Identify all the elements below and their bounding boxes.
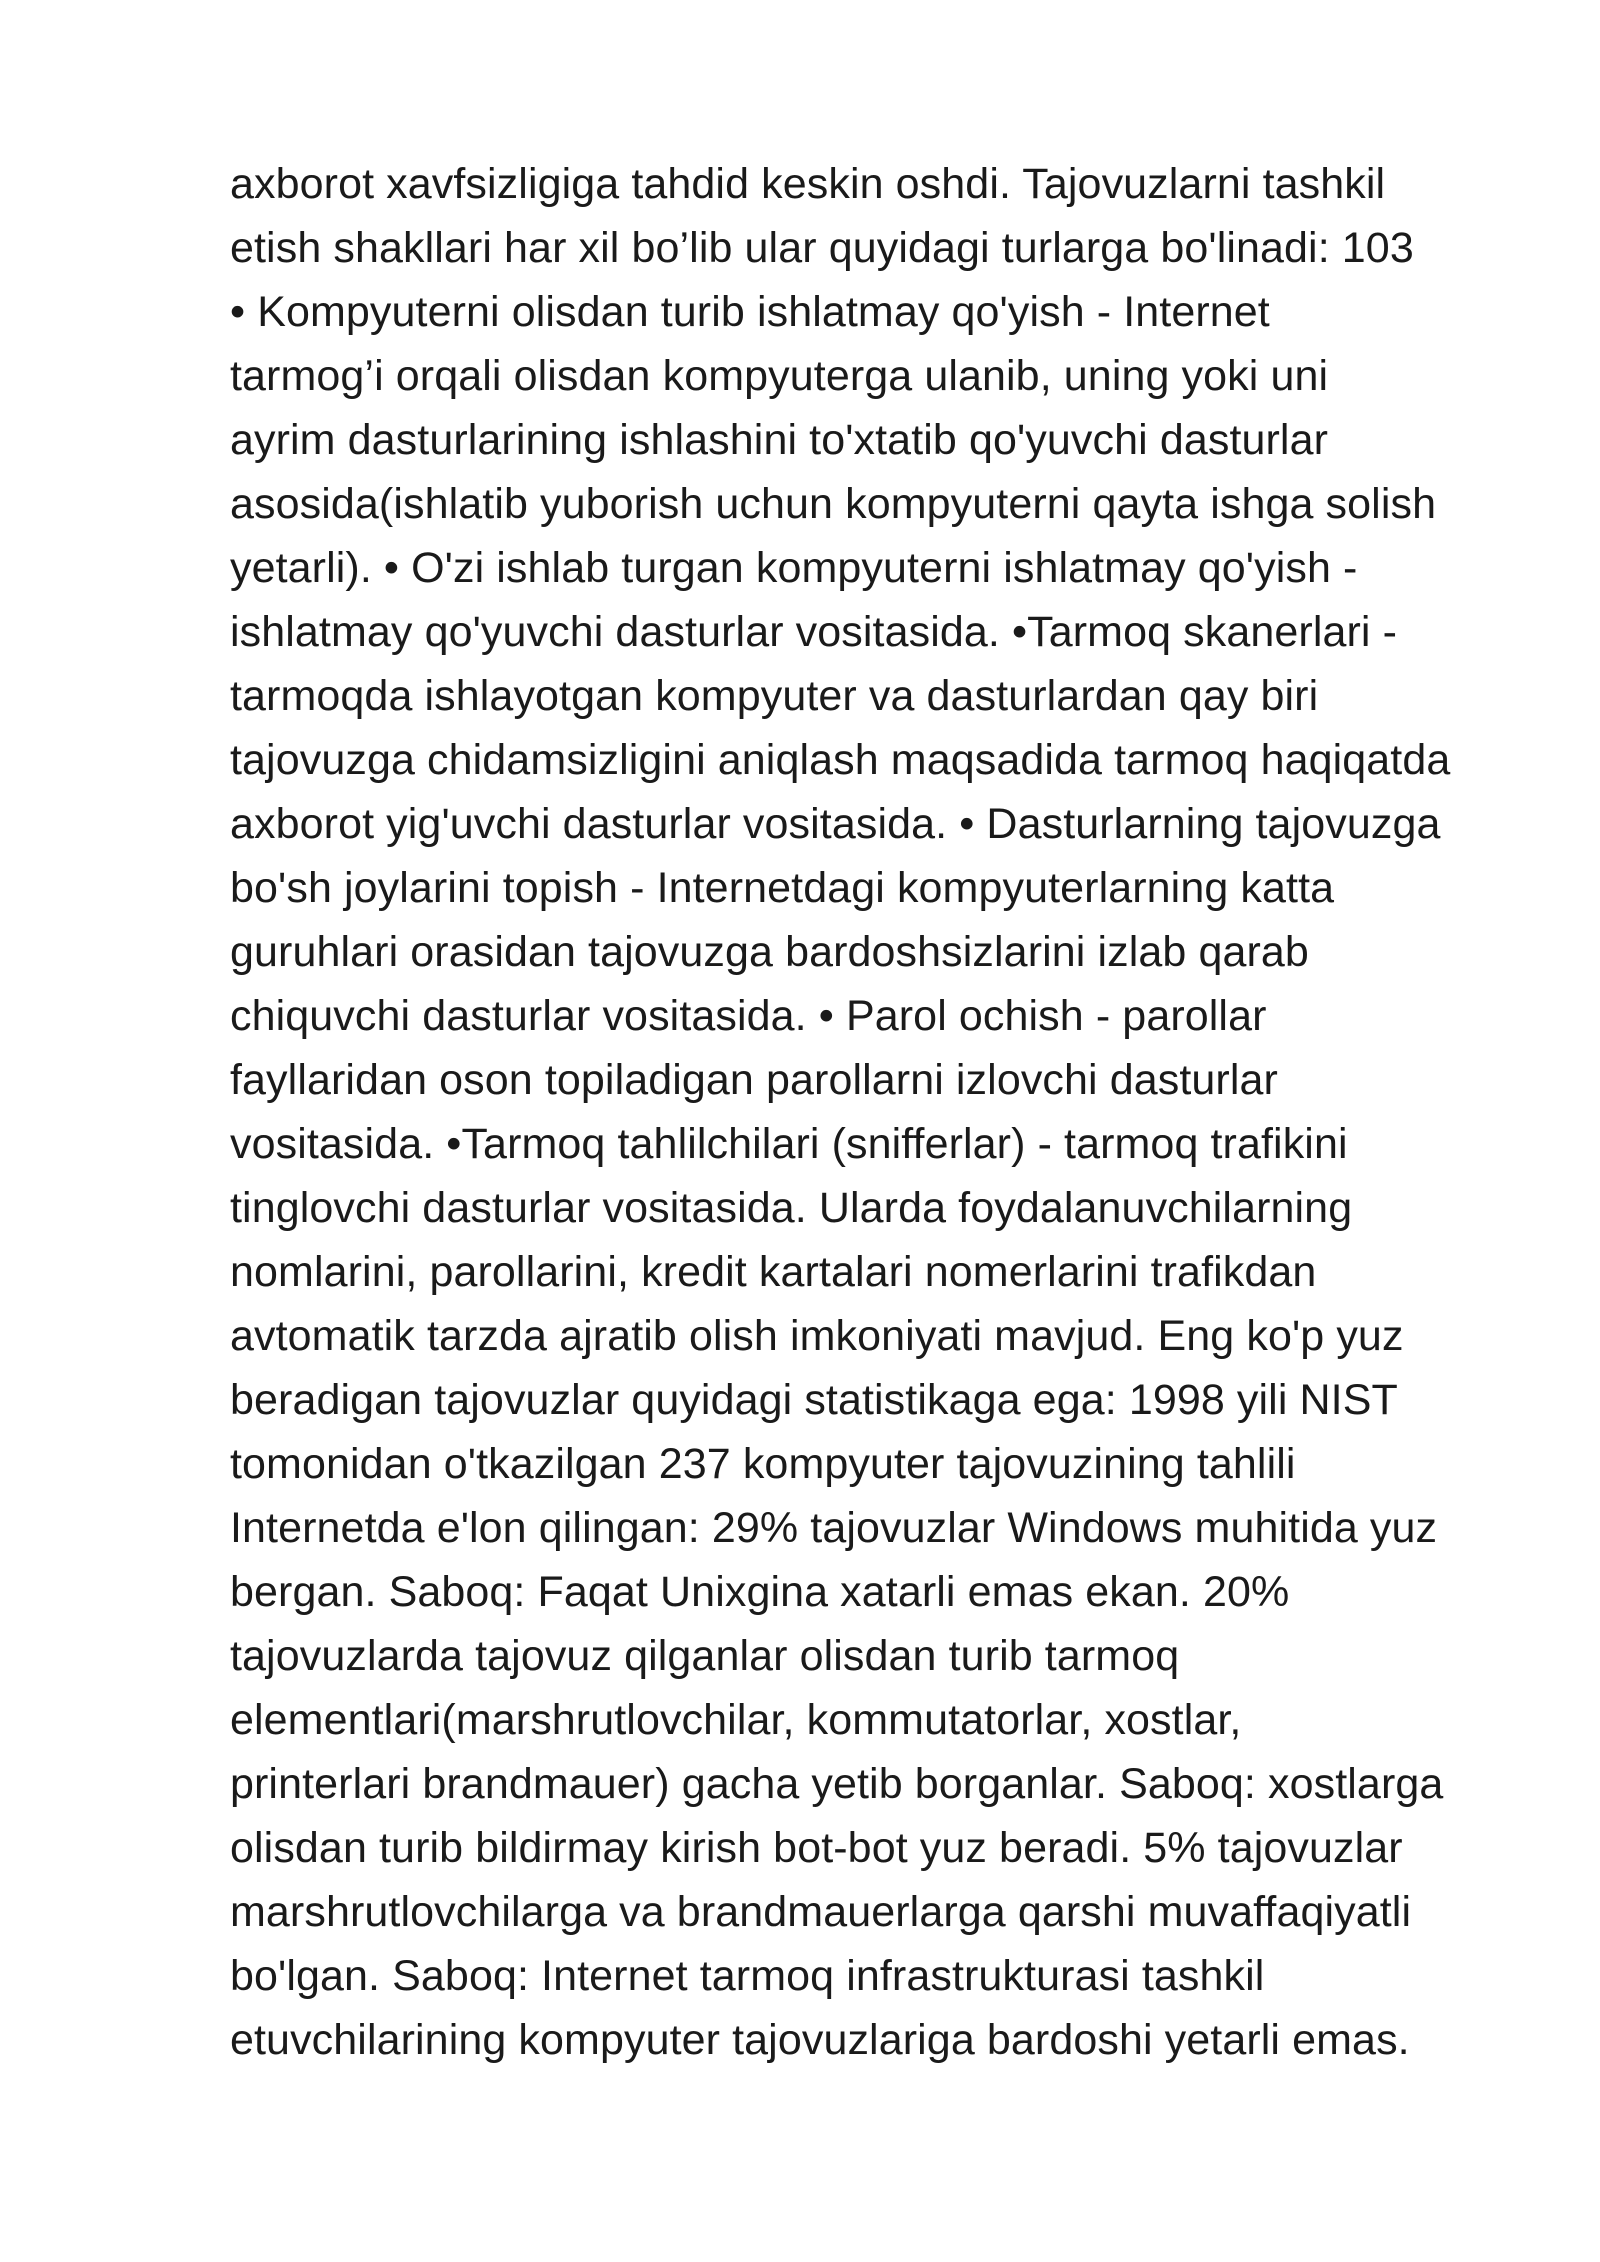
text-line: etuvchilarining kompyuter tajovuzlariga bardoshi yetarli emas. xyxy=(230,2016,1410,2064)
text-line: axborot yig'uvchi dasturlar vositasida. • Dasturlarning tajovuzga xyxy=(230,800,1441,848)
text-line: olisdan turib bildirmay kirish bot-bot yuz beradi. 5% tajovuzlar xyxy=(230,1824,1403,1872)
text-line: fayllaridan oson topiladigan parollarni izlovchi dasturlar xyxy=(230,1056,1278,1104)
text-line: beradigan tajovuzlar quyidagi statistikaga ega: 1998 yili NIST xyxy=(230,1376,1398,1424)
body-text xyxy=(230,152,1530,2072)
text-line: yetarli). • O'zi ishlab turgan kompyuterni ishlatmay qo'yish - xyxy=(230,544,1358,592)
text-line: vositasida. •Tarmoq tahlilchilari (snifferlar) - tarmoq trafikini xyxy=(230,1120,1348,1168)
text-line: ishlatmay qo'yuvchi dasturlar vositasida. •Tarmoq skanerlari - xyxy=(230,608,1398,656)
text-line: bo'lgan. Saboq: Internet tarmoq infrastrukturasi tashkil xyxy=(230,1952,1265,2000)
text-line: bo'sh joylarini topish - Internetdagi kompyuterlarning katta xyxy=(230,864,1335,912)
text-line: printerlari brandmauer) gacha yetib borganlar. Saboq: xostlarga xyxy=(230,1760,1444,1808)
text-line: bergan. Saboq: Faqat Unixgina xatarli emas ekan. 20% xyxy=(230,1568,1290,1616)
text-line: chiquvchi dasturlar vositasida. • Parol ochish - parollar xyxy=(230,992,1267,1040)
text-line: nomlarini, parollarini, kredit kartalari nomerlarini trafikdan xyxy=(230,1248,1317,1296)
text-line: etish shakllari har xil bo’lib ular quyidagi turlarga bo'linadi: 103 xyxy=(230,224,1414,272)
text-line: tajovuzlarda tajovuz qilganlar olisdan turib tarmoq xyxy=(230,1632,1180,1680)
text-line: guruhlari orasidan tajovuzga bardoshsizlarini izlab qarab xyxy=(230,928,1309,976)
text-line: tomonidan o'tkazilgan 237 kompyuter tajovuzining tahlili xyxy=(230,1440,1296,1488)
text-line: tarmog’i orqali olisdan kompyuterga ulanib, uning yoki uni xyxy=(230,352,1329,400)
text-line: asosida(ishlatib yuborish uchun kompyuterni qayta ishga solish xyxy=(230,480,1437,528)
text-line: tarmoqda ishlayotgan kompyuter va dasturlardan qay biri xyxy=(230,672,1319,720)
text-line: Internetda e'lon qilingan: 29% tajovuzlar Windows muhitida yuz xyxy=(230,1504,1438,1552)
text-line: tajovuzga chidamsizligini aniqlash maqsadida tarmoq haqiqatda xyxy=(230,736,1451,784)
text-line: tinglovchi dasturlar vositasida. Ularda foydalanuvchilarning xyxy=(230,1184,1353,1232)
text-line: marshrutlovchilarga va brandmauerlarga qarshi muvaffaqiyatli xyxy=(230,1888,1412,1936)
text-line: ayrim dasturlarining ishlashini to'xtatib qo'yuvchi dasturlar xyxy=(230,416,1329,464)
text-line: elementlari(marshrutlovchilar, kommutatorlar, xostlar, xyxy=(230,1696,1242,1744)
text-line: • Kompyuterni olisdan turib ishlatmay qo'yish - Internet xyxy=(230,288,1270,336)
text-line: axborot xavfsizligiga tahdid keskin oshdi. Tajovuzlarni tashkil xyxy=(230,160,1386,208)
text-line: avtomatik tarzda ajratib olish imkoniyati mavjud. Eng ko'p yuz xyxy=(230,1312,1404,1360)
